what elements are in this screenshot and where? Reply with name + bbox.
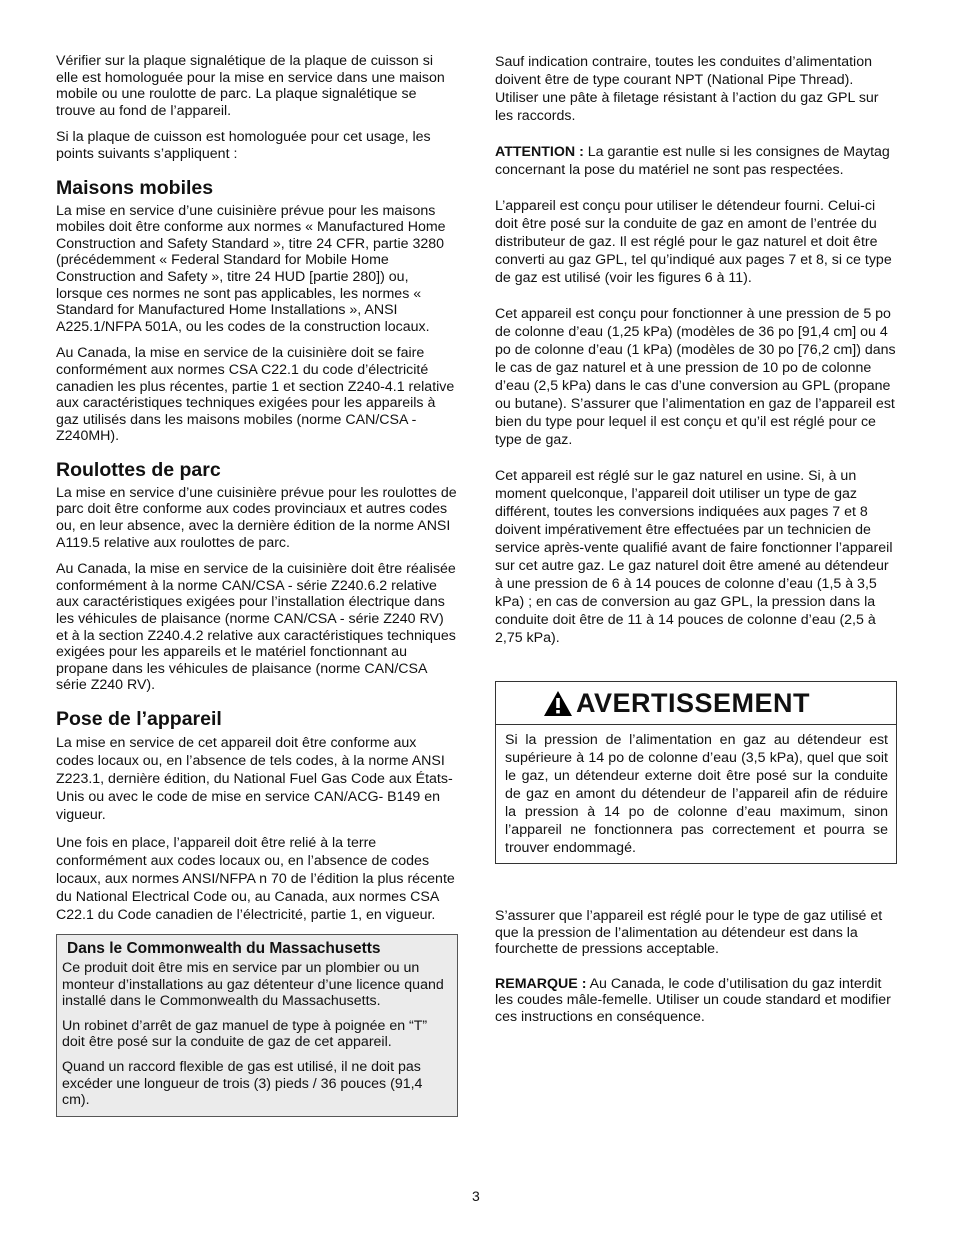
intro-paragraph: Vérifier sur la plaque signalétique de la plaque de cuisson si elle est homologuée pour la mise en service dans une maison mobile ou une roulotte de parc. La plaque signalétique se trouve au fond de l’appareil.: [56, 53, 445, 119]
warning-header: [496, 682, 896, 725]
attention-label: ATTENTION :: [495, 144, 584, 160]
body-paragraph: S’assurer que l’appareil est réglé pour le type de gaz utilisé et que la pression de l’alimentation au détendeur est dans la fourchette de pressions acceptable.: [495, 908, 883, 958]
body-paragraph: L’appareil est conçu pour utiliser le détendeur fourni. Celui-ci doit être posé sur la conduite de gaz en amont de l’entrée du distributeur de gaz. Il est réglé pour le gaz naturel et doit être converti au gaz GPL, tel qu’indiqué aux pages 7 et 8, si ce type de gaz est utilisé (voir les figures 6 à 11).: [495, 198, 892, 286]
section-heading-maisons-mobiles: Maisons mobiles: [56, 176, 214, 199]
section-heading-pose-appareil: Pose de l’appareil: [56, 708, 222, 730]
massachusetts-note-title: Dans le Commonwealth du Massachusetts: [67, 940, 381, 957]
body-paragraph: Cet appareil est réglé sur le gaz naturel en usine. Si, à un moment quelconque, l’appareil doit utiliser un type de gaz différent, toutes les conversions indiquées aux pages 7 et 8 doivent impérativement être effectuées par un technicien de service après-vente qualifié avant de faire fonctionner l’appareil sur cet autre gaz. Le gaz naturel doit être amené au détendeur à une pression de 6 à 14 pouces de colonne d’eau (1,5 à 3,5 kPa) ; en cas de conversion au gaz GPL, la pression dans la conduite doit être de 11 à 14 pouces de colonne d’eau (2,5 à 2,75 kPa).: [495, 468, 893, 646]
warning-box: [495, 681, 897, 864]
body-paragraph: La mise en service de cet appareil doit être conforme aux codes locaux ou, en l’absence de tels codes, à la norme ANSI Z223.1, dernière édition, du National Fuel Gas Code aux États-Unis ou avec le code de mise en service CAN/ACG- B149 en vigueur.: [56, 735, 453, 823]
note-paragraph: Quand un raccord flexible de gas est utilisé, il ne doit pas excéder une longueur de trois (3) pieds / 36 pouces (91,4 cm).: [62, 1058, 423, 1109]
warning-title: AVERTISSEMENT: [576, 688, 811, 718]
right-column: [495, 53, 897, 1026]
body-paragraph: La mise en service d’une cuisinière prévue pour les roulottes de parc doit être conforme aux codes provinciaux et autres codes ou, en leur absence, avec la dernière édition de la norme ANSI A119.5 relative aux roulottes de parc.: [56, 484, 457, 551]
massachusetts-note-box: [56, 934, 458, 1117]
attention-paragraph: [495, 143, 897, 179]
warning-triangle-icon: [543, 690, 573, 717]
body-paragraph: Au Canada, la mise en service de la cuisinière doit être réalisée conformément à la norme CAN/CSA - série Z240.6.2 relative aux caractéristiques exigées pour l’installation électrique dans les véhicules de plaisance (norme CAN/CSA - série Z240 RV) et à la section Z240.4.2 relative aux caractéristiques techniques exigées pour les appareils et le matériel fonctionnant au propane dans les véhicules de plaisance (norme CAN/CSA série Z240 RV).: [56, 561, 456, 694]
remarque-label: REMARQUE :: [495, 975, 587, 992]
note-paragraph: Un robinet d’arrêt de gaz manuel de type à poignée en “T” doit être posé sur la conduite de gaz de cet appareil.: [62, 1017, 428, 1051]
body-paragraph: Au Canada, la mise en service de la cuisinière doit se faire conformément aux normes CSA C22.1 du code d’électricité canadien les plus récentes, partie 1 et section Z240-4.1 relative aux caractéristiques techniques exigées pour les appareils à gaz utilisés dans les maisons mobiles (norme CAN/CSA - Z240MH).: [56, 345, 455, 445]
warning-text: Si la pression de l’alimentation en gaz au détendeur est supérieure à 14 po de colonne d’eau (3,5 kPa), quel que soit le gaz, un détendeur externe doit être posé sur la conduite de gaz en amont du détendeur de l’appareil afin de réduire la pression à 14 po de colonne d’eau maximum, sinon l’appareil ne fonctionnera pas correctement et pourra se trouver endommagé.: [505, 732, 888, 856]
attention-text: La garantie est nulle si les consignes de Maytag concernant la pose du matériel ne sont pas respectées.: [495, 144, 890, 178]
body-paragraph: La mise en service d’une cuisinière prévue pour les maisons mobiles doit être conforme aux normes « Manufactured Home Construction and Safety Standard », titre 24 CFR, partie 3280 (précédemment « Federal Standard for Mobile Home Construction and Safety », titre 24 HUD [partie 280]) ou, lorsque ces normes ne sont pas applicables, les normes « Standard for Manufactured Home Installations », ANSI A225.1/NFPA 501A, ou les codes de la construction locaux.: [56, 202, 446, 335]
remarque-text: Au Canada, le code d’utilisation du gaz interdit les coudes mâle-femelle. Utiliser un coude standard et modifier ces instructions en conséquence.: [495, 975, 891, 1025]
remarque-paragraph: [495, 976, 897, 1026]
body-paragraph: Cet appareil est conçu pour fonctionner à une pression de 5 po de colonne d’eau (1,25 kPa) (modèles de 36 po [91,4 cm] ou 4 po de colonne d’eau (1 kPa) (modèles de 30 po [76,2 cm]) dans le cas de gaz naturel et à une pression de 10 po de colonne d’eau (2,5 kPa) dans le cas d’une conversion au GPL (propane ou butane). S’assurer que l’alimentation en gaz de l’appareil est bien du type pour lequel il est conçu et qu’il est réglé pour ce type de gaz.: [495, 306, 896, 448]
note-paragraph: Ce produit doit être mis en service par un plombier ou un monteur d’installations au gaz détenteur d’une licence quand installé dans le Commonwealth du Massachusetts.: [62, 960, 444, 1010]
intro-paragraph: Si la plaque de cuisson est homologuée pour cet usage, les points suivants s’appliquent :: [56, 129, 431, 162]
body-paragraph: Sauf indication contraire, toutes les conduites d’alimentation doivent être de type courant NPT (National Pipe Thread). Utiliser une pâte à filetage résistant à l’action du gaz GPL sur les raccords.: [495, 54, 879, 124]
body-paragraph: Une fois en place, l’appareil doit être relié à la terre conformément aux codes locaux ou, en l’absence de codes locaux, aux normes ANSI/NFPA n 70 de l’édition la plus récente du National Electrical Code ou, au Canada, aux normes CSA C22.1 du Code canadien de l’électricité, partie 1, en vigueur.: [56, 835, 455, 923]
page-number: 3: [472, 1188, 480, 1204]
left-column: [56, 53, 458, 1117]
section-heading-roulottes-de-parc: Roulottes de parc: [56, 458, 221, 481]
